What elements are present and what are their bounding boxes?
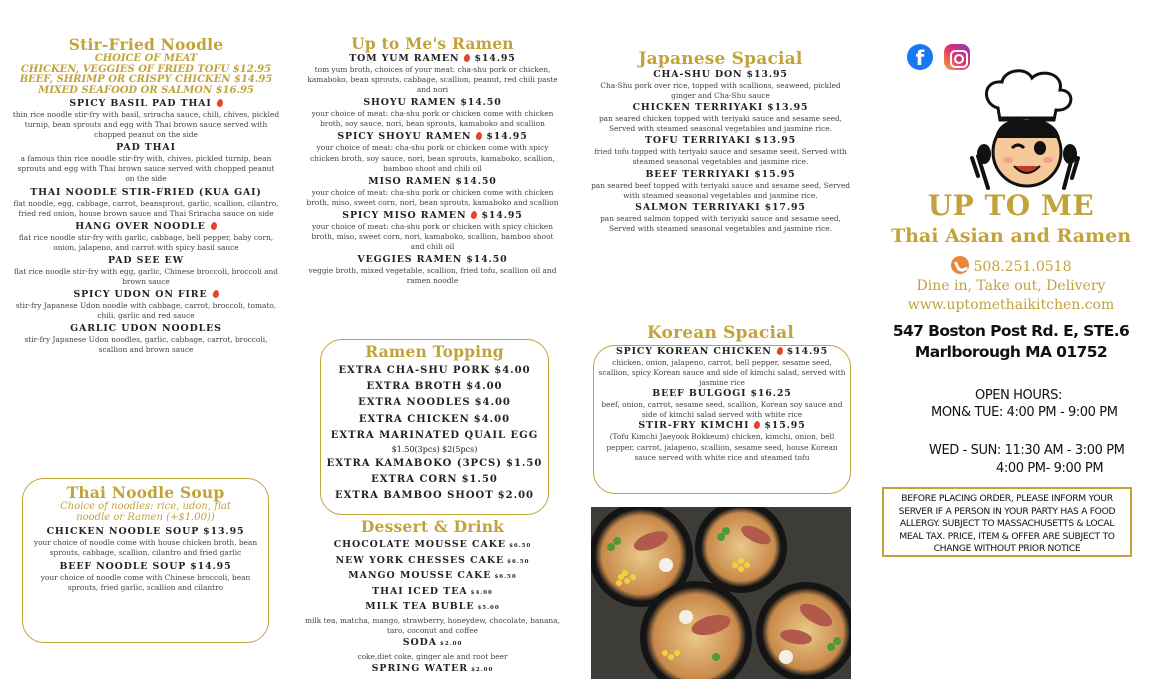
menu-item-title: PAD THAI — [116, 142, 176, 154]
phone-number[interactable]: 508.251.0518 — [973, 259, 1072, 275]
menu-item-title: HANG OVER NOODLE — [75, 220, 206, 232]
chili-pepper-icon — [476, 132, 484, 141]
menu-item-description: fried tofu topped with teriyaki sauce and sesame seed, Served with steamed seasonal vegetables and jasmine rice. — [594, 147, 847, 167]
choice-line: Choice of noodles: rice, udon, flat — [60, 501, 231, 512]
menu-item — [31, 561, 260, 593]
korean-special-title-wrap — [588, 324, 853, 342]
dessert-item — [305, 662, 560, 678]
chili-pepper-icon — [754, 421, 762, 430]
menu-item-title: THAI NOODLE STIR-FRIED (KUA GAI) — [30, 186, 262, 198]
menu-item — [597, 346, 847, 388]
menu-item — [12, 98, 280, 140]
topping-name: EXTRA NOODLES — [358, 397, 471, 409]
chef-mascot-logo — [968, 68, 1084, 192]
brand-name: UP TO ME — [927, 189, 1095, 222]
topping-item — [321, 379, 548, 395]
menu-item-name — [12, 142, 280, 154]
menu-item-title: TOFU TERRIYAKI — [644, 135, 751, 147]
dessert-price: $5.00 — [477, 605, 500, 612]
menu-item-title: CHA-SHU DON — [653, 69, 743, 80]
menu-item-name — [12, 98, 280, 110]
menu-item-description: flat rice noodle stir-fry with egg, garlic, Chinese broccoli, broccoli and brown sauce — [13, 266, 279, 287]
topping-item — [321, 456, 548, 472]
section-title: Dessert & Drink — [360, 517, 505, 536]
menu-item-price: $13.95 — [767, 102, 809, 114]
topping-item — [321, 488, 548, 504]
dessert-description: coke,diet coke, ginger ale and root beer — [357, 651, 508, 661]
menu-item-description: Cha-Shu pork over rice, topped with scallions, seaweed, pickled ginger and Cha-Shu sauce — [600, 81, 841, 101]
menu-item-name — [31, 561, 260, 573]
website-link[interactable]: www.uptomethaikitchen.com — [907, 297, 1115, 313]
topping-price: $4.00 — [494, 365, 531, 376]
menu-item-title: TOM YUM RAMEN — [349, 53, 460, 64]
menu-item — [12, 187, 280, 219]
topping-name: EXTRA CORN — [371, 474, 458, 486]
menu-item-price: $16.25 — [750, 388, 792, 400]
topping-price: $4.00 — [466, 381, 503, 393]
menu-item-price: $15.95 — [764, 420, 806, 432]
dessert-price: $4.00 — [470, 589, 493, 596]
chili-pepper-icon — [210, 221, 218, 230]
menu-item-price: $13.95 — [203, 526, 245, 537]
ramen-bowls-photo — [591, 507, 851, 679]
topping-item — [321, 412, 548, 428]
topping-name: EXTRA CHICKEN — [358, 413, 470, 425]
menu-item-title: SPICY KOREAN CHICKEN — [615, 346, 772, 357]
section-title: Thai Noodle Soup — [66, 483, 225, 502]
menu-item-name — [12, 221, 280, 233]
section-title: Korean Spacial — [646, 323, 795, 343]
menu-item — [588, 135, 853, 167]
dessert-name-text: CHOCOLATE MOUSSE CAKE — [333, 539, 507, 550]
japanese-special-section — [588, 50, 853, 234]
dessert-price: $2.00 — [440, 641, 463, 648]
dessert-name-text: MANGO MOUSSE CAKE — [348, 570, 492, 582]
menu-item-description: your choice of meat: cha-shu pork or chicken come with chicken broth, miso, sweet corn, nori, bean sprouts, kamaboko and scallion — [306, 187, 559, 207]
topping-item — [321, 428, 548, 444]
menu-item-price: $14.95 — [474, 53, 516, 64]
stir-fried-noodle-section — [12, 36, 280, 356]
menu-item-name — [588, 202, 853, 214]
dessert-price: $2.00 — [471, 666, 494, 673]
menu-item-name — [597, 420, 847, 432]
choice-line: BEEF, SHRIMP OR CRISPY CHICKEN $14.95 — [19, 74, 273, 85]
dessert-item — [305, 585, 560, 601]
menu-item-title: SHOYU RAMEN — [363, 97, 457, 109]
thai-noodle-soup-box — [22, 478, 269, 643]
dessert-name-text: SODA — [402, 637, 438, 649]
dessert-item — [305, 554, 560, 570]
dessert-price: $6.50 — [509, 543, 532, 549]
menu-list — [305, 53, 560, 286]
facebook-icon[interactable]: f — [907, 44, 933, 70]
menu-item-name — [588, 69, 853, 81]
menu-item-title: SALMON TERRIYAKI — [635, 201, 761, 213]
menu-item — [597, 420, 847, 462]
topping-name: EXTRA BROTH — [366, 381, 463, 393]
menu-item-price: $15.95 — [754, 168, 796, 180]
menu-item-price: $14.95 — [486, 131, 528, 143]
menu-item-price: $14.50 — [455, 175, 497, 187]
menu-item — [305, 176, 560, 208]
menu-item — [305, 254, 560, 286]
menu-item-title: SPICY MISO RAMEN — [342, 209, 467, 221]
topping-price: $1.50 — [461, 474, 498, 486]
dessert-name-text: NEW YORK CHESSES CAKE — [335, 554, 505, 566]
topping-item — [321, 395, 548, 411]
menu-item-price: $14.50 — [460, 97, 502, 109]
menu-item-title: VEGGIES RAMEN — [357, 254, 463, 266]
topping-item — [321, 472, 548, 488]
brand-tagline: Thai Asian and Ramen — [890, 225, 1132, 247]
menu-item-description: chicken, onion, jalapeno, carrot, bell pepper, sesame seed, scallion, spicy Korean sauce and side of kimchi salad, served with jasmine rice — [598, 358, 846, 388]
menu-item-title: MISO RAMEN — [368, 175, 452, 187]
menu-item-description: your choice of meat: cha-shu pork or chicken come with chicken broth, soy sauce, nori, bean sprouts, kamaboko and scallion — [311, 109, 554, 129]
section-title: Ramen Topping — [365, 342, 504, 361]
menu-list — [305, 538, 560, 677]
topping-name: EXTRA MARINATED QUAIL EGG — [330, 429, 539, 441]
section-title: Japanese Spacial — [638, 49, 803, 69]
dessert-price: $6.50 — [507, 558, 530, 565]
choice-line: MIXED SEAFOOD OR SALMON $16.95 — [38, 84, 254, 96]
menu-item-title: BEEF BULGOGI — [652, 388, 747, 400]
choice-line: CHOICE OF MEAT — [94, 53, 198, 64]
topping-price: $2.00 — [497, 490, 535, 502]
menu-item-description: flat rice noodle stir-fry with garlic, cabbage, bell pepper, baby corn, onion, jalapeno, and carrot with spicy basil sauce — [18, 232, 274, 252]
menu-item-description: thin rice noodle stir-fry with basil, sriracha sauce, chili, chives, pickled turnip, bean sprouts and egg with Thai brown sauce served with chopped peanut on the side — [12, 110, 280, 140]
menu-item-title: STIR-FRY KIMCHI — [638, 420, 750, 432]
section-title: Up to Me's Ramen — [351, 34, 514, 53]
menu-item — [305, 210, 560, 252]
menu-item-description: your choice of meat: cha-shu pork or chicken come with spicy chicken broth, soy sauce, nori, bean sprouts, kamaboko, scallion, bamboo shoot and chili oil — [310, 143, 555, 173]
quail-egg-prices: $1.50(3pcs) $2(5pcs) — [391, 445, 478, 455]
menu-item-title: GARLIC UDON NOODLES — [70, 323, 222, 335]
chili-pepper-icon — [464, 53, 472, 62]
dessert-name-text: THAI ICED TEA — [372, 585, 468, 597]
dessert-name-text: MILK TEA BUBLE — [365, 601, 475, 613]
menu-list — [12, 98, 280, 356]
menu-item-name — [597, 346, 847, 358]
menu-item — [12, 221, 280, 253]
menu-item-title: CHICKEN NOODLE SOUP — [46, 526, 200, 537]
menu-list — [588, 69, 853, 234]
menu-item-name — [12, 289, 280, 301]
ramen-topping-box — [320, 339, 549, 515]
chili-pepper-icon — [471, 210, 479, 219]
phone-line — [880, 256, 1142, 277]
menu-item-title: SPICY BASIL PAD THAI — [69, 98, 212, 109]
menu-item — [588, 202, 853, 234]
choice-line: CHICKEN, VEGGIES OF FRIED TOFU $12.95 — [20, 63, 272, 75]
menu-item — [12, 142, 280, 184]
menu-item — [12, 289, 280, 321]
menu-item-name — [588, 102, 853, 114]
menu-item-description: stir-fry Japanese Udon noodle with cabbage, carrot, broccoli, tomato, chili, garlic and red sauce — [15, 301, 277, 321]
dessert-price: $6.50 — [494, 574, 517, 581]
menu-list — [321, 363, 548, 505]
menu-item-price: $17.95 — [764, 201, 806, 213]
menu-item-title: BEEF NOODLE SOUP — [59, 561, 187, 573]
address-line: Marlborough MA 01752 — [914, 343, 1108, 361]
menu-item-description: your choice of noodle come with house chicken broth, bean sprouts, cabbage, scallion, cilantro and fried garlic — [33, 538, 258, 558]
menu-item-description: flat noodle, egg, cabbage, carrot, beansprout, garlic, scallion, cilantro, fried red onion, house brown sauce and Thai Sriracha sauce on side — [13, 198, 279, 218]
menu-item-description: stir-fry Japanese Udon noodles, garlic, cabbage, carrot, broccoli, scallion and brown sauce — [24, 335, 268, 355]
menu-item-description: your choice of noodle come with Chinese broccoli, bean sprouts, fried garlic, scallion and cilantro — [40, 573, 251, 593]
menu-item-name — [305, 131, 560, 143]
menu-item-description: beef, onion, carrot, sesame seed, scallion, Korean soy sauce and side of kimchi salad served with white rice — [601, 400, 843, 420]
phone-icon[interactable] — [951, 256, 969, 274]
dessert-drink-section — [305, 518, 560, 677]
menu-item-price: $13.95 — [746, 69, 788, 80]
dessert-name-text: SPRING WATER — [371, 662, 469, 674]
menu-item-description: pan seared chicken topped with teriyaki sauce and sesame seed, Served with steamed seasonal vegetables and jasmine rice. — [598, 114, 843, 134]
menu-item — [588, 102, 853, 134]
hours-title: OPEN HOURS: — [975, 388, 1062, 403]
menu-item-price: $14.50 — [466, 254, 508, 266]
menu-item-name — [305, 176, 560, 188]
menu-item-title: CHICKEN TERRIYAKI — [632, 102, 764, 114]
menu-item-name — [305, 254, 560, 266]
instagram-icon[interactable] — [944, 44, 970, 70]
menu-item-name — [588, 169, 853, 181]
menu-item-name — [305, 210, 560, 222]
menu-item-name — [597, 388, 847, 400]
menu-list — [31, 526, 260, 593]
menu-item-name — [12, 323, 280, 335]
hours-wed-sun: WED - SUN: 11:30 AM - 3:00 PM — [929, 443, 1125, 458]
chili-pepper-icon — [212, 290, 220, 299]
menu-item-name — [12, 255, 280, 267]
korean-special-box — [593, 345, 851, 494]
menu-list — [594, 346, 850, 463]
menu-item-price: $14.95 — [481, 209, 523, 221]
menu-item — [597, 388, 847, 420]
menu-item — [588, 169, 853, 201]
topping-item — [321, 363, 548, 379]
menu-item — [588, 69, 853, 101]
menu-item-title: SPICY UDON ON FIRE — [73, 289, 208, 301]
menu-item-description: pan seared salmon topped with teriyaki sauce and sesame seed, Served with steamed seasonal vegetables and jasmine rice. — [600, 213, 841, 233]
choice-line: noodle or Ramen (+$1.00)) — [76, 511, 215, 523]
topping-name: EXTRA KAMABOKO (3PCS) — [326, 458, 502, 470]
chili-pepper-icon — [776, 346, 784, 355]
menu-item-name — [588, 135, 853, 147]
menu-item — [12, 255, 280, 287]
dessert-description: milk tea, matcha, mango, strawberry, honeydew, chocolate, banana, taro, coconut and coffee — [305, 615, 560, 636]
address-line: 547 Boston Post Rd. E, STE.6 — [892, 322, 1130, 340]
menu-item-description: your choice of meat: cha-shu pork or chicken with spicy chicken broth, miso, sweet corn, nori, kamaboko, scallion, bamboo shoot and chili oil — [311, 221, 554, 252]
menu-item — [305, 131, 560, 173]
menu-item-name — [31, 526, 260, 538]
menu-item-title: PAD SEE EW — [107, 254, 185, 266]
dessert-item — [305, 636, 560, 652]
ramen-bowls-illustration — [591, 507, 851, 679]
dessert-item — [305, 569, 560, 585]
menu-item-description: veggie broth, mixed vegetable, scallion, fried tofu, scallion oil and ramen noodle — [308, 266, 557, 286]
menu-item-title: BEEF TERRIYAKI — [645, 168, 751, 180]
brand-block — [880, 190, 1142, 363]
ramen-section — [305, 35, 560, 286]
menu-item-price: $14.95 — [190, 561, 232, 573]
menu-item-description: a famous thin rice noodle stir-fry with, chives, pickled turnip, bean sprouts and egg with Thai brown sauce served with chopped peanut on the side — [17, 154, 275, 184]
menu-item-name — [305, 97, 560, 109]
menu-item-description: tom yum broth, choices of your meat: cha-shu pork or chicken, kamaboko, bean sprouts, cabbage, scallion, peanut, red chili paste and nori — [307, 65, 558, 95]
menu-item-description: pan seared beef topped with teriyaki sauce and sesame seed, Served with steamed seasonal vegetables and jasmine rice. — [591, 180, 850, 200]
section-title: Stir-Fried Noodle — [68, 35, 224, 54]
topping-price: $4.00 — [473, 413, 511, 425]
topping-name: EXTRA CHA-SHU PORK — [338, 365, 491, 376]
dessert-item — [305, 538, 560, 554]
topping-price: $4.00 — [474, 397, 511, 409]
dessert-item — [305, 600, 560, 616]
allergy-notice: BEFORE PLACING ORDER, PLEASE INFORM YOUR SERVER IF A PERSON IN YOUR PARTY HAS A FOOD ALLERGY. SUBJECT TO MASSACHUSETTS & LOCAL MEAL TAX. PRICE, ITEM & OFFER ARE SUBJECT TO CHANGE WITHOUT PRIOR NOTICE — [882, 487, 1132, 557]
menu-item-price: $13.95 — [754, 135, 797, 147]
menu-item-title: SPICY SHOYU RAMEN — [337, 131, 472, 143]
menu-item — [305, 53, 560, 95]
menu-item — [305, 97, 560, 129]
menu-item-name — [305, 53, 560, 65]
chili-pepper-icon — [216, 98, 224, 107]
menu-item-name — [12, 187, 280, 199]
topping-price: $1.50 — [506, 458, 543, 470]
menu-item-price: $14.95 — [786, 346, 829, 357]
services: Dine in, Take out, Delivery — [916, 278, 1106, 294]
menu-item — [12, 323, 280, 355]
menu-item-description: (Tofu Kimchi Jaeyook Bokkeum) chicken, kimchi, onion, bell pepper, carrot, jalapeno, scallion, sesame seed, house Korean sauce served with white rice and steamed tofu — [606, 432, 838, 462]
topping-name: EXTRA BAMBOO SHOOT — [334, 490, 494, 502]
menu-item — [31, 526, 260, 558]
hours-mon-tue: MON& TUE: 4:00 PM - 9:00 PM — [931, 405, 1118, 420]
hours-wed-sun-evening: 4:00 PM- 9:00 PM — [996, 461, 1104, 476]
